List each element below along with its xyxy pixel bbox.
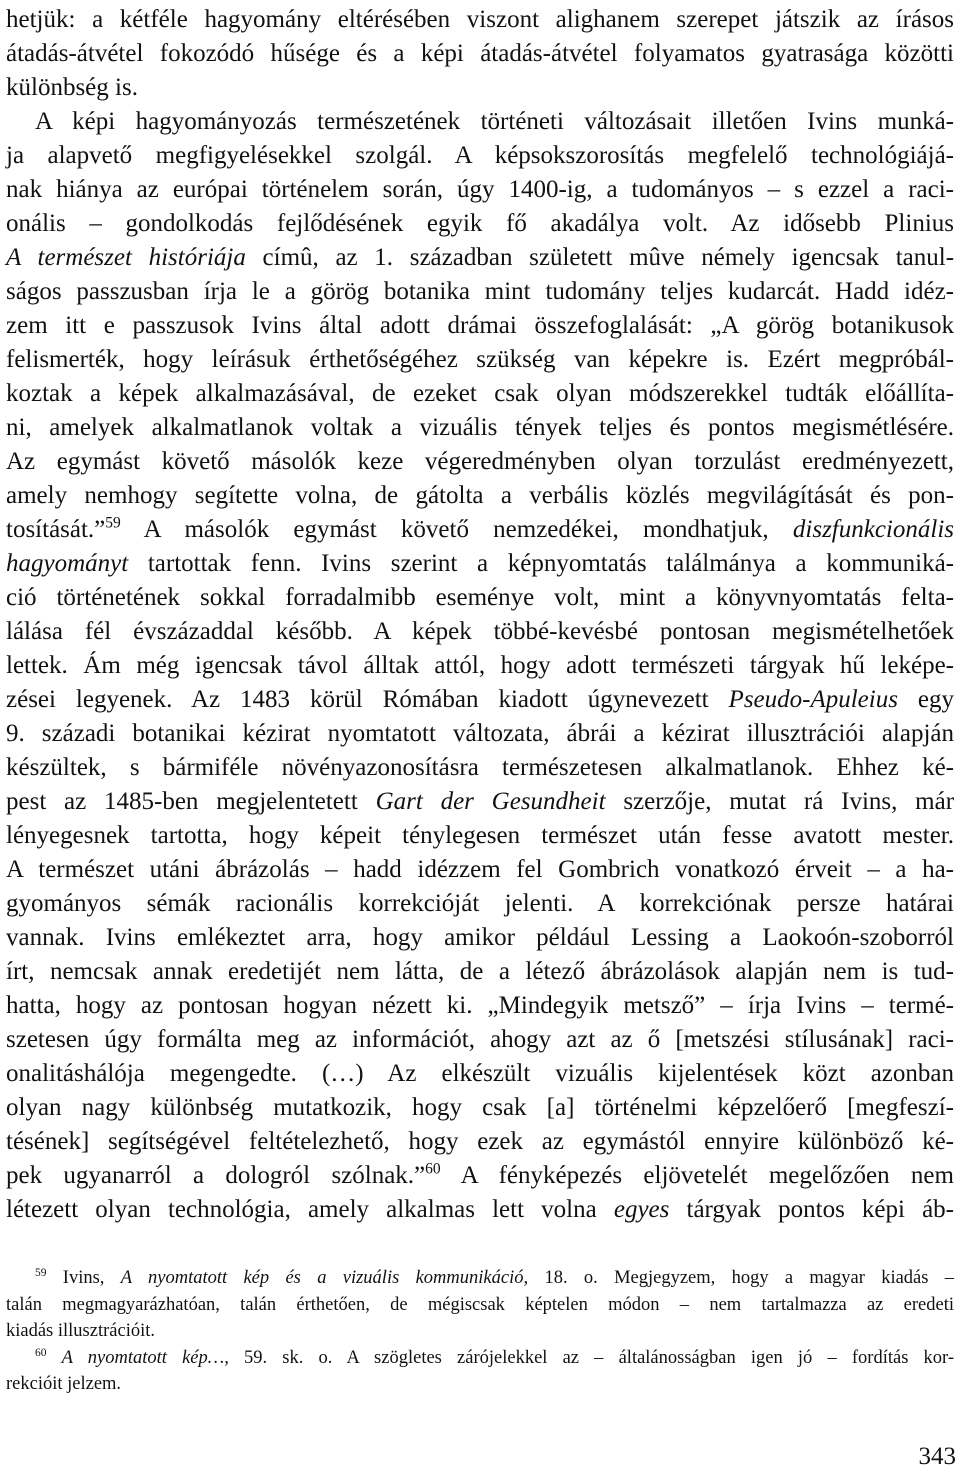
- footnote-number: 59: [35, 1266, 47, 1279]
- text-line: lényegesnek tartotta, hogy képeit ténylegesen természet után fesse avatott mester.: [6, 822, 954, 849]
- footnote-line: talán megmagyarázhatóan, talán érthetően, de mégiscsak képtelen módon – nem tartalmazza az eredeti: [6, 1294, 954, 1315]
- text-line: ció történetének sokkal forradalmibb eseménye volt, mint a könyvnyomtatás felta-: [6, 584, 954, 611]
- text-line: A természet históriája címû, az 1. században született mûve némely igencsak tanul-: [6, 244, 955, 271]
- text-line: ni, amelyek alkalmatlanok voltak a vizuális tények teljes és pontos megismétlésére.: [6, 414, 954, 441]
- footnote-number: 60: [35, 1346, 47, 1359]
- footnotes: [6, 1265, 954, 1398]
- text-line: zem itt e passzusok Ivins által adott drámai összefoglalását: „A görög botanikusok: [6, 312, 954, 339]
- text-line: lálása fél évszázaddal később. A képek többé-kevésbé pontosan megismételhetőek: [6, 618, 954, 645]
- text-line: különbség is.: [6, 74, 138, 101]
- text-line: 9. századi botanikai kézirat nyomtatott változata, ábrái a kézirat illusztrációi alapján: [6, 720, 954, 747]
- text-line: pest az 1485-ben megjelentetett Gart der Gesundheit szerzője, mutat rá Ivins, már: [6, 788, 955, 815]
- italic-term: egyes: [613, 1196, 670, 1223]
- footnote-60: $^{60}$ A nyomtatott kép…, 59. sk. o. A szögletes zárójelekkel az – általánosságban igen jó – fordítás kor-: [35, 1346, 955, 1368]
- text-line: olyan nagy különbség mutatkozik, hogy csak [a] történelmi képzelőerő [megfeszí-: [6, 1094, 954, 1121]
- italic-title: A természet históriája: [6, 244, 246, 271]
- text-line: felismerték, hogy leírásuk érthetőségéhez szükség van képekre is. Ezért megpróbál-: [6, 346, 954, 373]
- text-line: hetjük: a kétféle hagyomány eltérésében viszont alighanem szerepet játszik az írásos: [6, 6, 954, 33]
- text-line: onális – gondolkodás fejlődésének egyik fő akadálya volt. Az idősebb Plinius: [6, 210, 954, 237]
- text-line: onalitáshálója megengedte. (…) Az elkészült vizuális kijelentések közt azonban: [6, 1060, 954, 1087]
- text-line: amely nemhogy segítette volna, de gátolta a verbális közlés megvilágítását és pon-: [6, 482, 954, 509]
- text-line: koztak a képek alkalmazásával, de ezeket csak olyan módszerekkel tudták előállíta-: [6, 380, 954, 407]
- text-line: vannak. Ivins emlékeztet arra, hogy amikor például Lessing a Laokoón-szoborról: [6, 924, 954, 951]
- text-line: lettek. Ám még igencsak távol álltak attól, hogy adott természeti tárgyak hű leképe-: [6, 652, 954, 679]
- text-line: tésének] segítségével feltételezhető, hogy ezek az egymástól ennyire különböző ké-: [6, 1128, 954, 1155]
- text-line: létezett olyan technológia, amely alkalmas lett volna egyes tárgyak pontos képi áb-: [6, 1196, 955, 1223]
- text-line: készültek, s bármiféle növényazonosításra természetesen alkalmatlanok. Ehhez ké-: [6, 754, 954, 781]
- text-line: írt, nemcsak annak eredetijét nem látta, de a létező ábrázolások alapján nem is tud-: [6, 958, 954, 985]
- text-line: hatta, hogy az pontosan hogyan nézett ki. „Mindegyik metsző” – írja Ivins – termé-: [6, 992, 954, 1019]
- text-line: A természet utáni ábrázolás – hadd idézzem fel Gombrich vonatkozó érveit – a ha-: [6, 856, 954, 883]
- italic-title: Pseudo-Apuleius: [728, 686, 898, 713]
- italic-term: hagyományt: [6, 550, 129, 577]
- footnote-59: $^{59}$ Ivins, A nyomtatott kép és a vizuális kommunikáció, 18. o. Megjegyzem, hogy a magyar kiadás –: [35, 1266, 955, 1288]
- text-line: zései legyenek. Az 1483 körül Rómában kiadott úgynevezett Pseudo-Apuleius egy: [6, 686, 955, 713]
- page-number: 343: [918, 1443, 956, 1470]
- text-line: ja alapvető megfigyelésekkel szolgál. A képsokszorosítás megfelelő technológiájá-: [6, 142, 954, 169]
- text-line: ságos passzusban írja le a görög botanika mint tudomány teljes kudarcát. Hadd idéz-: [6, 278, 954, 305]
- text-line: hagyományt tartottak fenn. Ivins szerint a képnyomtatás találmánya a kommuniká-: [6, 550, 954, 577]
- footnote-line: kiadás illusztrációit.: [6, 1321, 155, 1341]
- text-line: átadás-átvétel fokozódó hűsége és a képi átadás-átvétel folyamatos gyatrasága közötti: [6, 40, 954, 67]
- text-line: pek ugyanarról a dologról szólnak.”$^{60}$ A fényképezés eljövetelét megelőzően nem: [6, 1160, 954, 1189]
- text-line: A képi hagyományozás természetének történeti változásait illetően Ivins munká-: [35, 108, 954, 135]
- text-line: nak hiánya az európai történelem során, úgy 1400-ig, a tudományos – s ezzel a raci-: [6, 176, 954, 203]
- text-line: Az egymást követő másolók keze végeredményben olyan torzulást eredményezett,: [6, 448, 954, 475]
- text-line: szetesen úgy formálta meg az információt, ahogy azt az ő [metszési stílusának] raci-: [6, 1026, 954, 1053]
- italic-term: diszfunkcionális: [792, 516, 954, 543]
- text-line: tosítását.”$^{59}$ A másolók egymást követő nemzedékei, mondhatjuk, diszfunkcionális: [6, 514, 954, 543]
- footnote-line: rekcióit jelzem.: [6, 1374, 122, 1394]
- italic-title: Gart der Gesundheit: [375, 788, 606, 815]
- text-line: gyományos sémák racionális korrekcióját jelenti. A korrekciónak persze határai: [6, 890, 954, 917]
- footnote-ref-60[interactable]: 60: [425, 1160, 441, 1178]
- main-text: [6, 3, 954, 1227]
- footnote-ref-59[interactable]: 59: [105, 514, 121, 532]
